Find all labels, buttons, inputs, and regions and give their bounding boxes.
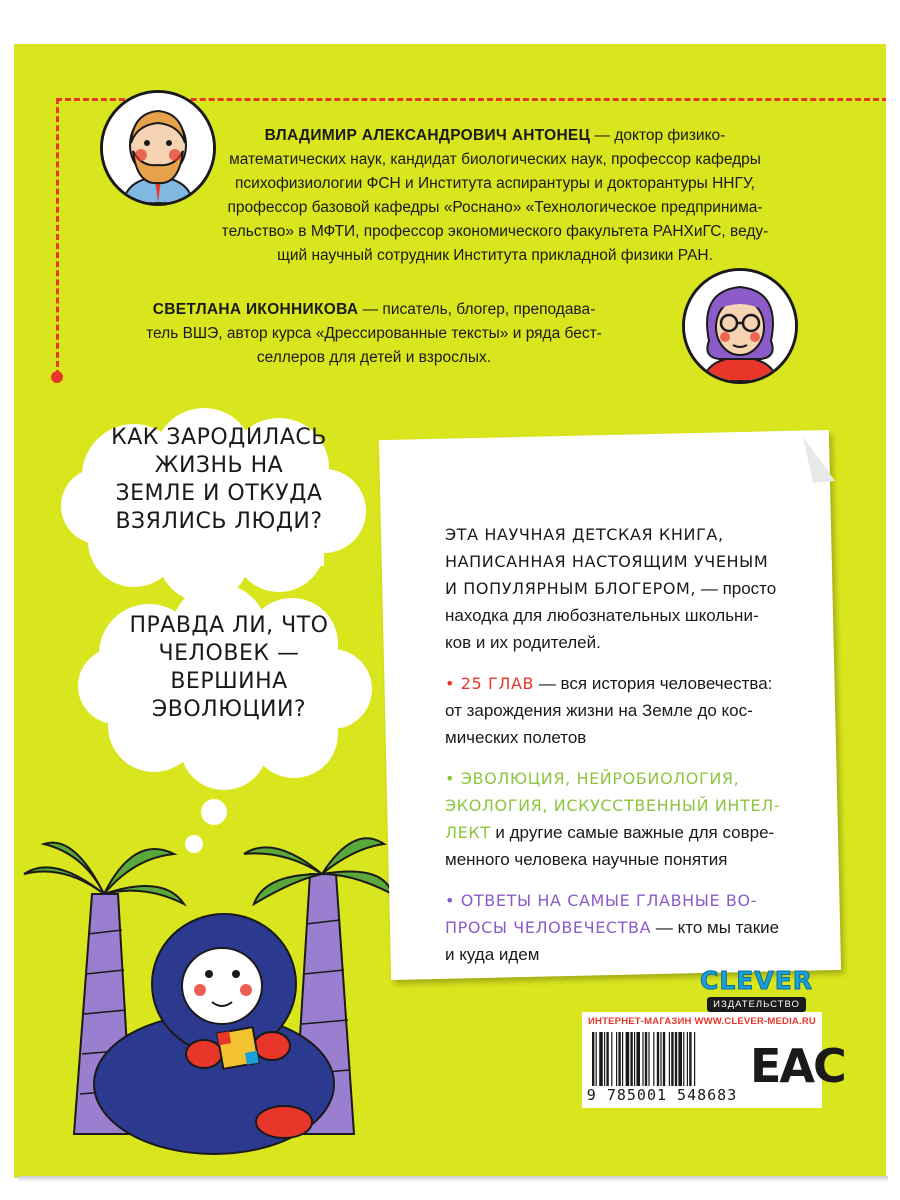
barcode-bar <box>634 1032 635 1086</box>
bubble-1-text <box>74 424 364 536</box>
barcode-bar <box>663 1032 665 1086</box>
barcode-bar <box>675 1032 677 1086</box>
publisher-logo <box>700 968 813 1012</box>
author1-line: щий научный сотрудник Института прикладной физики РАН. <box>277 247 713 264</box>
author1-line: тельство» в МФТИ, профессор экономического факультета РАНХиГС, веду- <box>221 223 769 240</box>
barcode-bar <box>596 1032 597 1086</box>
publisher-sub: ИЗДАТЕЛЬСТВО <box>707 997 806 1012</box>
barcode-bar <box>683 1032 684 1086</box>
barcode-bar <box>645 1032 647 1086</box>
barcode-bar <box>648 1032 649 1086</box>
bubble-2-line: ЧЕЛОВЕК — <box>158 641 300 666</box>
barcode-bar <box>599 1032 603 1086</box>
barcode-bar <box>657 1032 659 1086</box>
bullet-topics-caps: • ЭВОЛЮЦИЯ, НЕЙРОБИОЛОГИЯ, <box>445 769 740 788</box>
barcode-bars <box>590 1032 740 1086</box>
card-intro <box>445 521 805 656</box>
bubble-2-text <box>94 612 364 724</box>
author1-name: ВЛАДИМИР АЛЕКСАНДРОВИЧ АНТОНЕЦ <box>264 127 591 144</box>
barcode-bar <box>618 1032 620 1086</box>
barcode-bar <box>660 1032 661 1086</box>
bullet-chapters-caps: • 25 ГЛАВ <box>445 674 535 693</box>
card-bullet-topics <box>445 765 805 873</box>
author2-line: селлеров для детей и взрослых. <box>256 349 492 366</box>
bullet-topics-caps: ЛЕКТ <box>445 823 491 842</box>
barcode-bar <box>616 1032 617 1086</box>
barcode-bar <box>694 1032 695 1086</box>
author2-line: — писатель, блогер, преподава- <box>362 301 596 318</box>
author1-portrait <box>100 90 216 206</box>
bubble-2-line: ПРАВДА ЛИ, ЧТО <box>129 613 329 638</box>
barcode-bar <box>687 1032 688 1086</box>
barcode-bar <box>611 1032 612 1086</box>
bullet-answers-caps: • ОТВЕТЫ НА САМЫЕ ГЛАВНЫЕ ВО- <box>445 891 758 910</box>
card-intro-rest: находка для любознательных школьни- <box>445 606 759 625</box>
gorilla-illustration <box>14 834 394 1164</box>
dashed-frame-left <box>56 98 59 376</box>
publisher-brand: CLEVER <box>700 966 814 995</box>
barcode-bar <box>630 1032 632 1086</box>
bubble-1-line: ЖИЗНЬ НА <box>154 453 284 478</box>
author1-line: профессор базовой кафедры «Роснано» «Технологическое предпринима- <box>227 199 763 216</box>
bullet-topics-rest: менного человека научные понятия <box>445 850 728 869</box>
barcode-bar <box>604 1032 605 1086</box>
author2-line: тель ВШЭ, автор курса «Дрессированные тексты» и ряда бест- <box>146 325 602 342</box>
bubble-1-line: КАК ЗАРОДИЛАСЬ <box>111 425 327 450</box>
bubble-2-line: ВЕРШИНА <box>170 669 288 694</box>
barcode-panel <box>582 1012 845 1108</box>
barcode-bar <box>642 1032 643 1086</box>
author2-name: СВЕТЛАНА ИКОННИКОВА <box>152 301 359 318</box>
bullet-chapters-rest: мических полетов <box>445 728 587 747</box>
card-intro-caps: И ПОПУЛЯРНЫМ БЛОГЕРОМ, <box>445 579 697 598</box>
barcode-bar <box>622 1032 623 1086</box>
dashed-frame-dot <box>51 371 63 383</box>
barcode-bar <box>653 1032 654 1086</box>
barcode-bar <box>678 1032 682 1086</box>
author2-bio <box>94 298 654 370</box>
card-intro-rest: — просто <box>700 579 777 598</box>
card-bullet-answers <box>445 887 805 968</box>
barcode-bar <box>626 1032 630 1086</box>
barcode-bar <box>636 1032 640 1086</box>
barcode-bar <box>592 1032 594 1086</box>
author2-portrait <box>682 268 798 384</box>
bubble-2-line: ЭВОЛЮЦИИ? <box>151 697 307 722</box>
author1-line: — доктор физико- <box>594 127 726 144</box>
info-card <box>373 423 845 985</box>
bullet-answers-rest: — кто мы такие <box>655 918 780 937</box>
card-bullet-chapters <box>445 670 805 751</box>
card-intro-rest: ков и их родителей. <box>445 633 601 652</box>
author1-line: математических наук, кандидат биологических наук, профессор кафедры <box>229 151 761 168</box>
barcode-bar <box>669 1032 670 1086</box>
bullet-topics-caps: ЭКОЛОГИЯ, ИСКУССТВЕННЫЙ ИНТЕЛ- <box>445 796 781 815</box>
card-intro-caps: ЭТА НАУЧНАЯ ДЕТСКАЯ КНИГА, <box>445 525 724 544</box>
bullet-chapters-rest: от зарождения жизни на Земле до кос- <box>445 701 753 720</box>
bullet-answers-caps: ПРОСЫ ЧЕЛОВЕЧЕСТВА <box>445 918 652 937</box>
barcode-bar <box>606 1032 608 1086</box>
isbn-number: 9 785001 548683 <box>586 1086 738 1104</box>
bubble-1-line: ЗЕМЛЕ И ОТКУДА <box>115 481 323 506</box>
shop-url: ИНТЕРНЕТ-МАГАЗИН WWW.CLEVER-MEDIA.RU <box>588 1016 816 1027</box>
barcode-bar <box>689 1032 691 1086</box>
author1-line: психофизиологии ФСН и Института аспирантуры и докторантуры ННГУ, <box>235 175 755 192</box>
author1-bio <box>200 124 790 268</box>
card-intro-caps: НАПИСАННАЯ НАСТОЯЩИМ УЧЕНЫМ <box>445 552 769 571</box>
cover-shadow <box>18 1176 888 1182</box>
eac-mark: EAC <box>750 1039 845 1093</box>
info-card-text <box>445 521 805 982</box>
bubble-1-line: ВЗЯЛИСЬ ЛЮДИ? <box>115 509 323 534</box>
bullet-chapters-rest: — вся история человечества: <box>538 674 773 693</box>
barcode-bar <box>671 1032 673 1086</box>
book-back-cover <box>14 44 886 1178</box>
bullet-topics-rest: и другие самые важные для совре- <box>495 823 775 842</box>
bullet-answers-rest: и куда идем <box>445 945 540 964</box>
